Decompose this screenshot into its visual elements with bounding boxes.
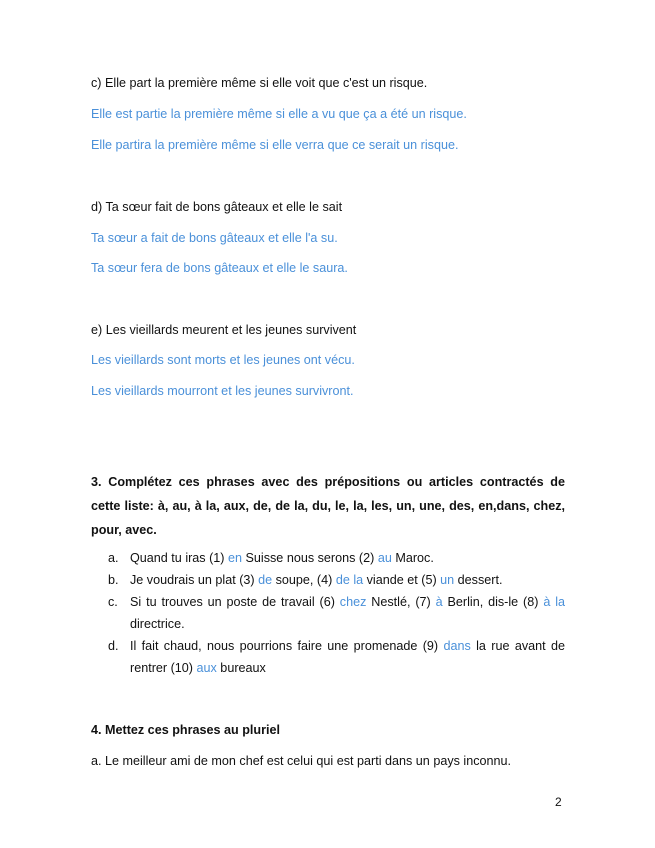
item-text: viande et (5) [363,573,441,587]
exercise-3-heading-line-1: 3. Complétez ces phrases avec des prépositions ou articles contractés de [91,475,565,489]
answer-8: à la [543,595,565,609]
question-e: e) Les vieillards meurent et les jeunes survivent [91,323,357,337]
item-text: dessert. [454,573,503,587]
answer-d-past: Ta sœur a fait de bons gâteaux et elle l'a su. [91,231,338,245]
item-text: Je voudrais un plat (3) [130,573,259,587]
answer-7: à [435,595,443,609]
exercise-4-item-a: a. Le meilleur ami de mon chef est celui qui est parti dans un pays inconnu. [91,754,512,768]
exercise-3-heading-line-3: pour, avec. [91,523,157,537]
answer-e-past: Les vieillards sont morts et les jeunes ont vécu. [91,353,355,367]
list-marker: c. [108,595,118,609]
item-text: la rue avant de [470,639,565,653]
item-text: Quand tu iras (1) [130,551,228,565]
item-text: Si tu trouves un poste de travail (6) [130,595,340,609]
answer-6: chez [339,595,367,609]
answer-c-future: Elle partira la première même si elle verra que ce serait un risque. [91,138,459,152]
answer-4: de la [335,573,364,587]
item-text: Maroc. [391,551,434,565]
list-item-content [130,569,565,591]
item-text: Il fait chaud, nous pourrions faire une promenade (9) [130,639,444,653]
exercise-3-item-c [108,591,565,635]
item-text: Nestlé, (7) [366,595,436,609]
exercise-3-item-d [108,635,565,679]
exercise-4-heading: 4. Mettez ces phrases au pluriel [91,723,280,737]
item-text: bureaux [216,661,266,675]
page-number: 2 [555,795,562,809]
list-item-content [130,591,565,635]
exercise-3-item-b [108,569,565,591]
list-marker: b. [108,573,119,587]
exercise-3-item-a [108,547,565,569]
exercise-3-heading-line-2: cette liste: à, au, à la, aux, de, de la, du, le, la, les, un, une, des, en,dans, chez, [91,499,565,513]
exercise-3-heading [91,470,565,542]
item-text: directrice. [130,617,185,631]
answer-5: un [440,573,455,587]
answer-10: aux [196,661,217,675]
answer-e-future: Les vieillards mourront et les jeunes survivront. [91,384,354,398]
question-d: d) Ta sœur fait de bons gâteaux et elle le sait [91,200,343,214]
answer-1: en [228,551,243,565]
item-text: Suisse nous serons (2) [242,551,378,565]
item-text: soupe, (4) [272,573,336,587]
list-item-content [130,547,565,569]
answer-c-past: Elle est partie la première même si elle a vu que ça a été un risque. [91,107,467,121]
answer-9: dans [443,639,471,653]
question-c: c) Elle part la première même si elle voit que c'est un risque. [91,76,428,90]
answer-d-future: Ta sœur fera de bons gâteaux et elle le saura. [91,261,348,275]
answer-2: au [377,551,392,565]
answer-3: de [258,573,273,587]
list-marker: d. [108,639,119,653]
item-text: Berlin, dis-le (8) [442,595,544,609]
list-item-content [130,635,565,679]
list-marker: a. [108,551,119,565]
item-text: rentrer (10) [130,661,197,675]
